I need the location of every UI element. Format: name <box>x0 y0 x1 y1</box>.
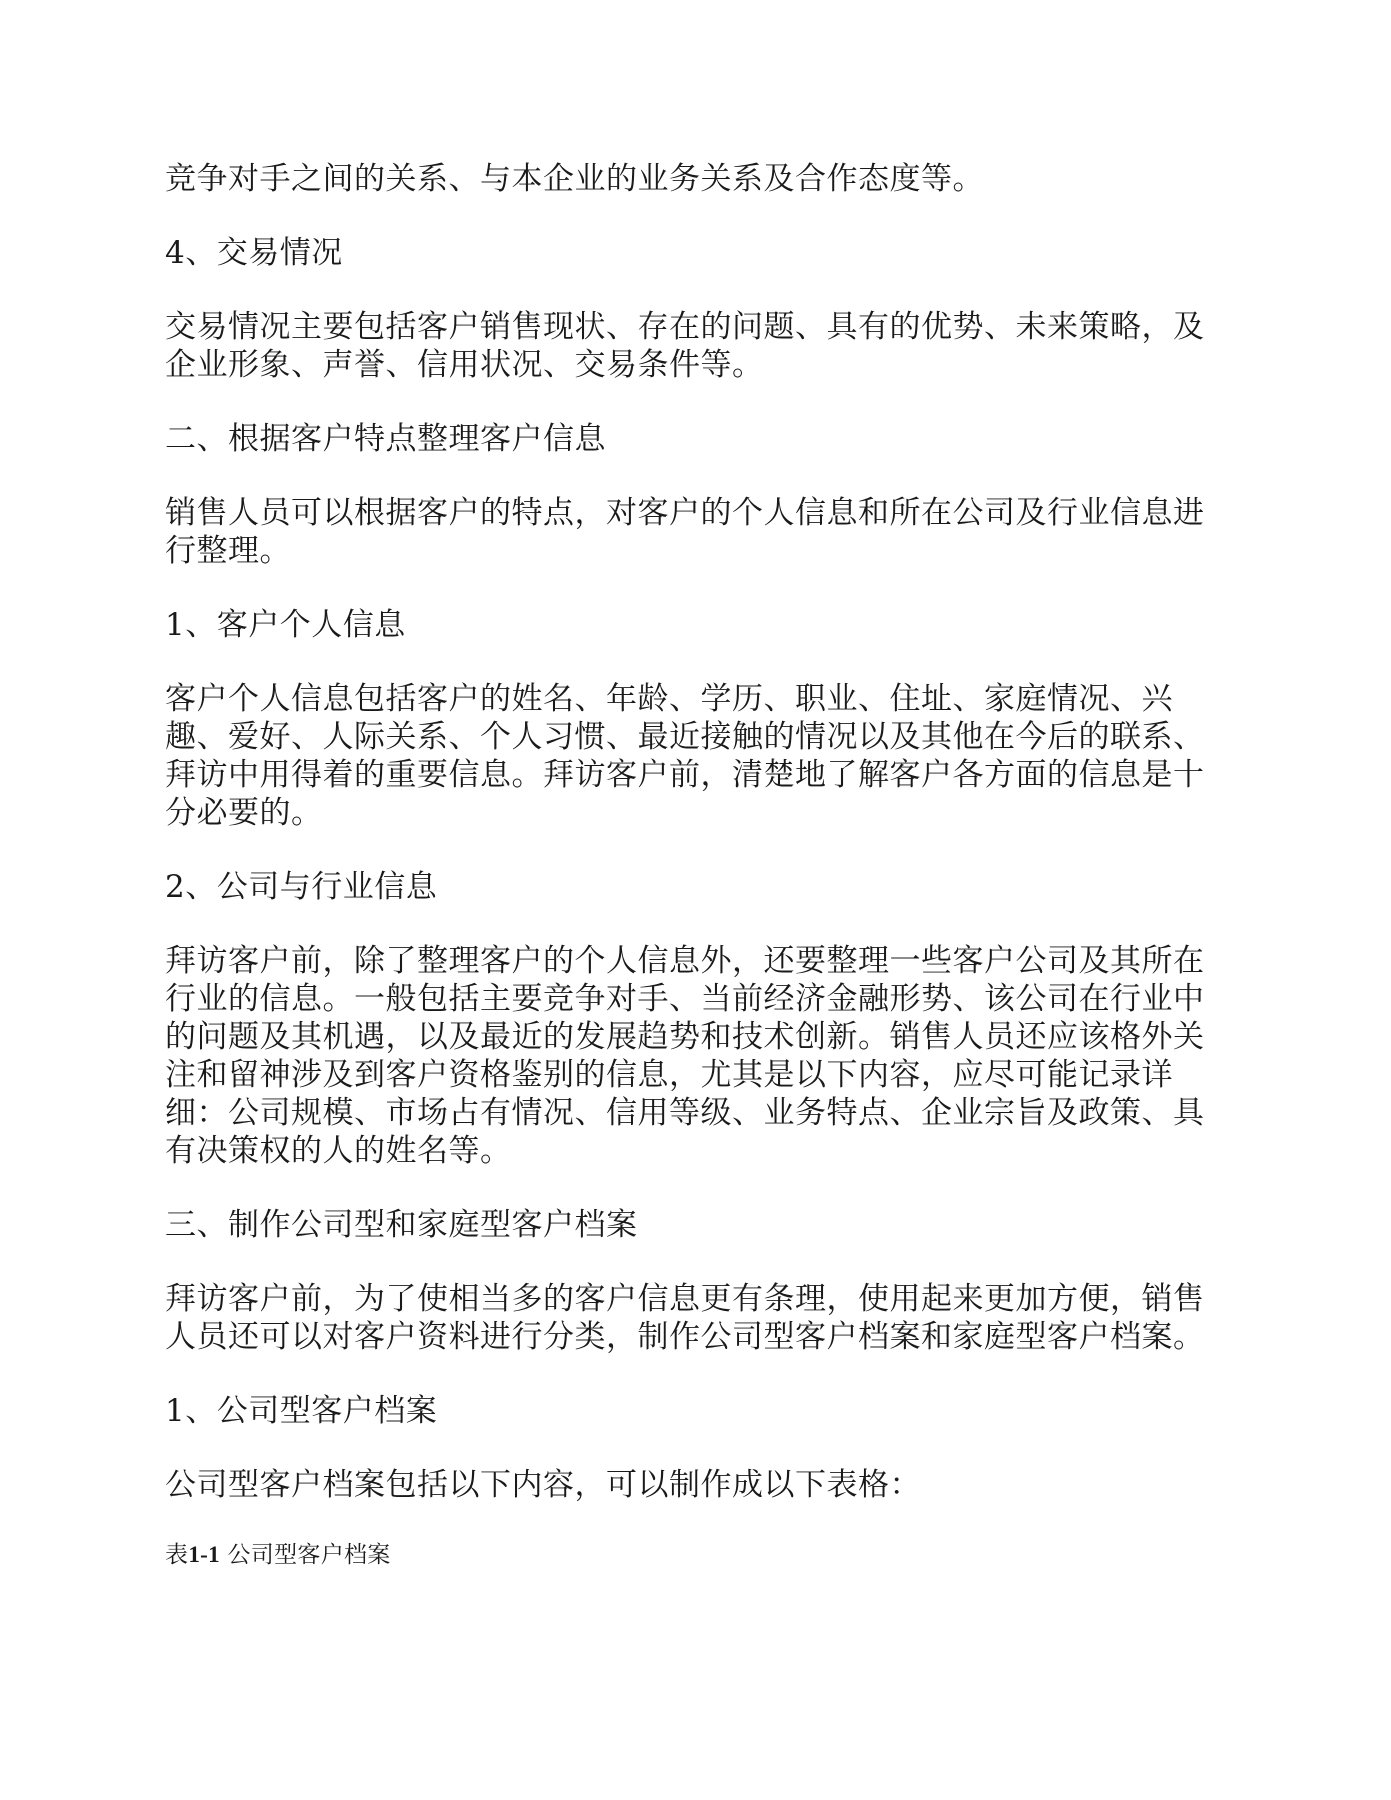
paragraph-personal-info: 客户个人信息包括客户的姓名、年龄、学历、职业、住址、家庭情况、兴趣、爱好、人际关系、个人习惯、最近接触的情况以及其他在今后的联系、拜访中用得着的重要信息。拜访客户前，清楚地了解客户各方面的信息是十分必要的。 <box>165 681 1205 831</box>
heading-section-three: 三、制作公司型和家庭型客户档案 <box>165 1207 638 1243</box>
heading-company-archive: 1、公司型客户档案 <box>165 1393 438 1429</box>
paragraph-section-two-intro: 销售人员可以根据客户的特点，对客户的个人信息和所在公司及行业信息进行整理。 <box>165 495 1205 569</box>
table-caption-prefix: 表 <box>165 1542 189 1568</box>
paragraph-section-three-intro: 拜访客户前，为了使相当多的客户信息更有条理，使用起来更加方便，销售人员还可以对客户资料进行分类，制作公司型客户档案和家庭型客户档案。 <box>165 1281 1205 1355</box>
heading-company-industry-info: 2、公司与行业信息 <box>165 869 438 905</box>
heading-personal-info: 1、客户个人信息 <box>165 607 406 643</box>
table-caption <box>165 1540 1235 1570</box>
table-caption-number: 1-1 <box>188 1542 220 1567</box>
paragraph-transaction-status: 交易情况主要包括客户销售现状、存在的问题、具有的优势、未来策略，及企业形象、声誉、信用状况、交易条件等。 <box>165 309 1205 383</box>
paragraph-competitor-relations: 竞争对手之间的关系、与本企业的业务关系及合作态度等。 <box>165 161 984 197</box>
heading-section-two: 二、根据客户特点整理客户信息 <box>165 421 606 457</box>
table-caption-text: 公司型客户档案 <box>227 1542 391 1568</box>
heading-transaction-status: 4、交易情况 <box>165 235 343 271</box>
paragraph-company-archive: 公司型客户档案包括以下内容，可以制作成以下表格： <box>165 1467 921 1503</box>
paragraph-company-industry-info: 拜访客户前，除了整理客户的个人信息外，还要整理一些客户公司及其所在行业的信息。一般包括主要竞争对手、当前经济金融形势、该公司在行业中的问题及其机遇，以及最近的发展趋势和技术创新。销售人员还应该格外关注和留神涉及到客户资格鉴别的信息，尤其是以下内容，应尽可能记录详细：公司规模、市场占有情况、信用等级、业务特点、企业宗旨及政策、具有决策权的人的姓名等。 <box>165 943 1205 1169</box>
document-page <box>165 160 1235 1570</box>
